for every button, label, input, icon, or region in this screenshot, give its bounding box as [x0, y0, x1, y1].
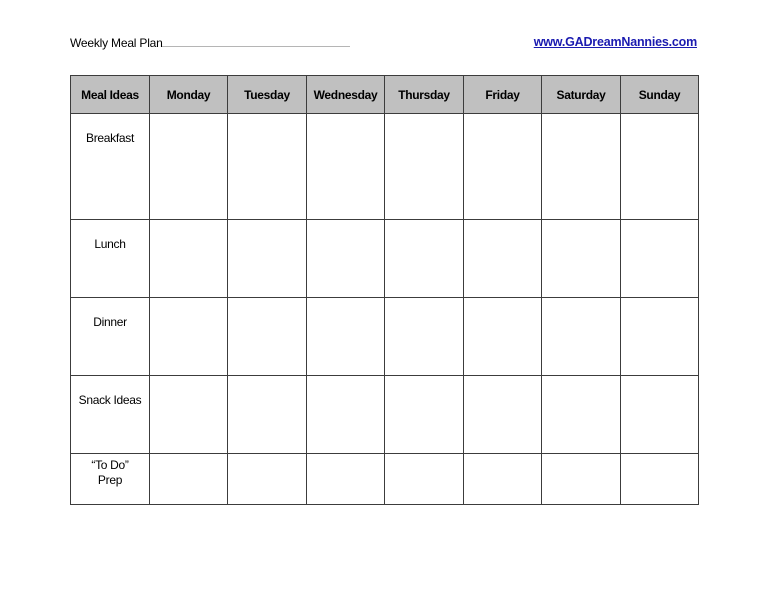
row-lunch	[71, 220, 699, 298]
cell-snack-wednesday[interactable]	[307, 376, 385, 454]
cell-dinner-wednesday[interactable]	[307, 298, 385, 376]
cell-snack-monday[interactable]	[150, 376, 228, 454]
day-header-tuesday: Tuesday	[228, 76, 307, 114]
cell-todo-sunday[interactable]	[621, 454, 699, 505]
day-header-thursday: Thursday	[385, 76, 464, 114]
cell-todo-wednesday[interactable]	[307, 454, 385, 505]
page-header	[70, 34, 697, 52]
cell-dinner-thursday[interactable]	[385, 298, 464, 376]
cell-breakfast-tuesday[interactable]	[228, 114, 307, 220]
cell-snack-sunday[interactable]	[621, 376, 699, 454]
day-header-friday: Friday	[464, 76, 542, 114]
cell-breakfast-monday[interactable]	[150, 114, 228, 220]
cell-lunch-monday[interactable]	[150, 220, 228, 298]
cell-dinner-sunday[interactable]	[621, 298, 699, 376]
cell-dinner-tuesday[interactable]	[228, 298, 307, 376]
cell-dinner-monday[interactable]	[150, 298, 228, 376]
cell-todo-monday[interactable]	[150, 454, 228, 505]
website-link[interactable]: www.GADreamNannies.com	[533, 35, 697, 49]
day-header-saturday: Saturday	[542, 76, 621, 114]
cell-snack-friday[interactable]	[464, 376, 542, 454]
row-label-breakfast: Breakfast	[71, 114, 150, 220]
cell-dinner-saturday[interactable]	[542, 298, 621, 376]
cell-lunch-sunday[interactable]	[621, 220, 699, 298]
header-row	[71, 76, 699, 114]
row-label-todo-prep	[71, 454, 150, 505]
cell-todo-friday[interactable]	[464, 454, 542, 505]
cell-dinner-friday[interactable]	[464, 298, 542, 376]
row-snack-ideas	[71, 376, 699, 454]
cell-lunch-friday[interactable]	[464, 220, 542, 298]
row-label-todo-line2: Prep	[97, 473, 123, 487]
cell-lunch-thursday[interactable]	[385, 220, 464, 298]
cell-todo-thursday[interactable]	[385, 454, 464, 505]
title-underline	[162, 46, 350, 47]
row-label-lunch: Lunch	[71, 220, 150, 298]
cell-breakfast-saturday[interactable]	[542, 114, 621, 220]
cell-breakfast-wednesday[interactable]	[307, 114, 385, 220]
row-breakfast	[71, 114, 699, 220]
cell-breakfast-thursday[interactable]	[385, 114, 464, 220]
meal-plan-table	[70, 75, 699, 505]
cell-snack-tuesday[interactable]	[228, 376, 307, 454]
row-todo-prep	[71, 454, 699, 505]
cell-breakfast-sunday[interactable]	[621, 114, 699, 220]
day-header-monday: Monday	[150, 76, 228, 114]
cell-lunch-saturday[interactable]	[542, 220, 621, 298]
cell-snack-thursday[interactable]	[385, 376, 464, 454]
cell-lunch-wednesday[interactable]	[307, 220, 385, 298]
cell-snack-saturday[interactable]	[542, 376, 621, 454]
cell-lunch-tuesday[interactable]	[228, 220, 307, 298]
cell-todo-saturday[interactable]	[542, 454, 621, 505]
row-label-snack-ideas: Snack Ideas	[71, 376, 150, 454]
page-title: Weekly Meal Plan	[70, 36, 163, 50]
row-dinner	[71, 298, 699, 376]
row-label-dinner: Dinner	[71, 298, 150, 376]
cell-todo-tuesday[interactable]	[228, 454, 307, 505]
corner-header: Meal Ideas	[71, 76, 150, 114]
row-label-todo-line1: “To Do”	[91, 458, 129, 472]
day-header-wednesday: Wednesday	[307, 76, 385, 114]
day-header-sunday: Sunday	[621, 76, 699, 114]
cell-breakfast-friday[interactable]	[464, 114, 542, 220]
